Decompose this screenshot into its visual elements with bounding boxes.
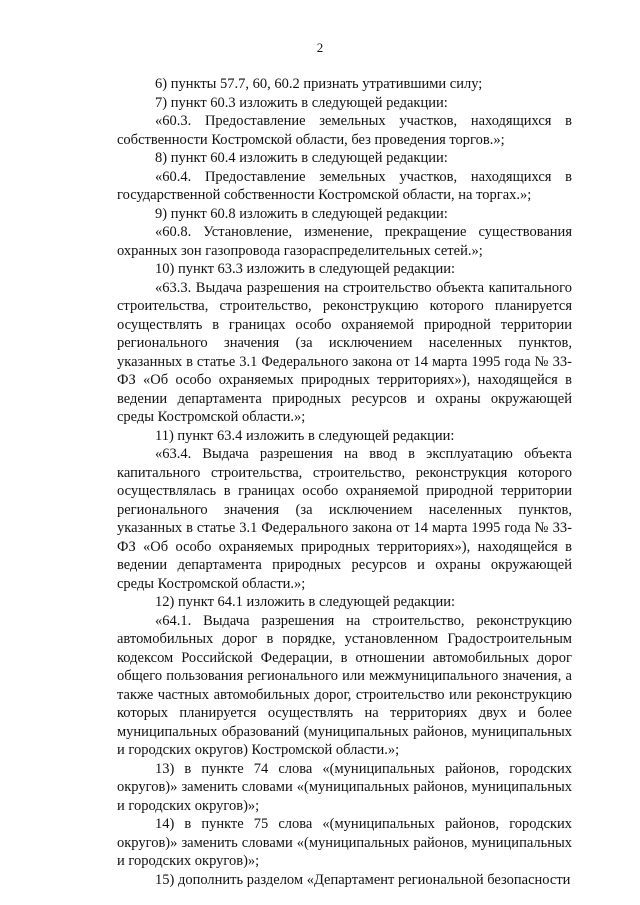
quote-60-3: «60.3. Предоставление земельных участков, находящихся в собственности Костромской области, без проведения торгов.»;: [117, 113, 572, 148]
paragraph-item-14: 14) в пункте 75 слова «(муниципальных районов, городских округов)» заменить словами «(муниципальных районов, муниципальных и городских округов)»;: [117, 816, 572, 869]
paragraph-item-12: 12) пункт 64.1 изложить в следующей редакции:: [155, 594, 455, 610]
quote-64-1: «64.1. Выдача разрешения на строительство, реконструкцию автомобильных дорог в порядке, установленном Градостроительным кодексом Российской Федерации, в отношении автомобильных дорог общего пользования регионального или межмуниципального значения, а также частных автомобильных дорог, строительство или реконструкцию которых планируется осуществлять на территориях двух и более муниципальных образований (муниципальных районов, муниципальных и городских округов) Костромской области.»;: [117, 612, 572, 758]
quote-63-4: «63.4. Выдача разрешения на ввод в эксплуатацию объекта капитального строительства, строительство, реконструкция которого осуществлялась в границах особо охраняемой природной территории регионального значения (за исключением населенных пунктов, указанных в статье 3.1 Федерального закона от 14 марта 1995 года № 33-ФЗ «Об особо охраняемых природных территориях»), находящейся в ведении департамента природных ресурсов и охраны окружающей среды Костромской области.»;: [117, 446, 572, 592]
paragraph-item-10: 10) пункт 63.3 изложить в следующей редакции:: [155, 261, 455, 277]
paragraph-item-11: 11) пункт 63.4 изложить в следующей редакции:: [155, 427, 455, 444]
paragraph-item-9: 9) пункт 60.8 изложить в следующей редакции:: [155, 205, 448, 222]
quote-60-8: «60.8. Установление, изменение, прекращение существования охранных зон газопровода газораспределительных сетей.»;: [117, 224, 572, 259]
quote-60-4: «60.4. Предоставление земельных участков, находящихся в государственной собственности Костромской области, на торгах.»;: [117, 168, 572, 203]
paragraph-item-8: 8) пункт 60.4 изложить в следующей редакции:: [155, 150, 448, 166]
quote-63-3: «63.3. Выдача разрешения на строительство объекта капитального строительства, строительство, реконструкцию которого планируется осуществлять в границах особо охраняемой природной территории регионального значения (за исключением населенных пунктов, указанных в статье 3.1 Федерального закона от 14 марта 1995 года № 33-ФЗ «Об особо охраняемых природных территориях»), находящейся в ведении департамента природных ресурсов и охраны окружающей среды Костромской области.»;: [117, 279, 572, 425]
page-number: 2: [316, 40, 324, 55]
paragraph-item-15: 15) дополнить разделом «Департамент региональной безопасности: [155, 871, 571, 888]
document-body: [117, 75, 572, 889]
paragraph-item-7: 7) пункт 60.3 изложить в следующей редакции:: [155, 94, 448, 111]
paragraph-item-6: 6) пункты 57.7, 60, 60.2 признать утратившими силу;: [155, 76, 483, 92]
paragraph-item-13: 13) в пункте 74 слова «(муниципальных районов, городских округов)» заменить словами «(муниципальных районов, муниципальных и городских округов)»;: [117, 760, 572, 814]
